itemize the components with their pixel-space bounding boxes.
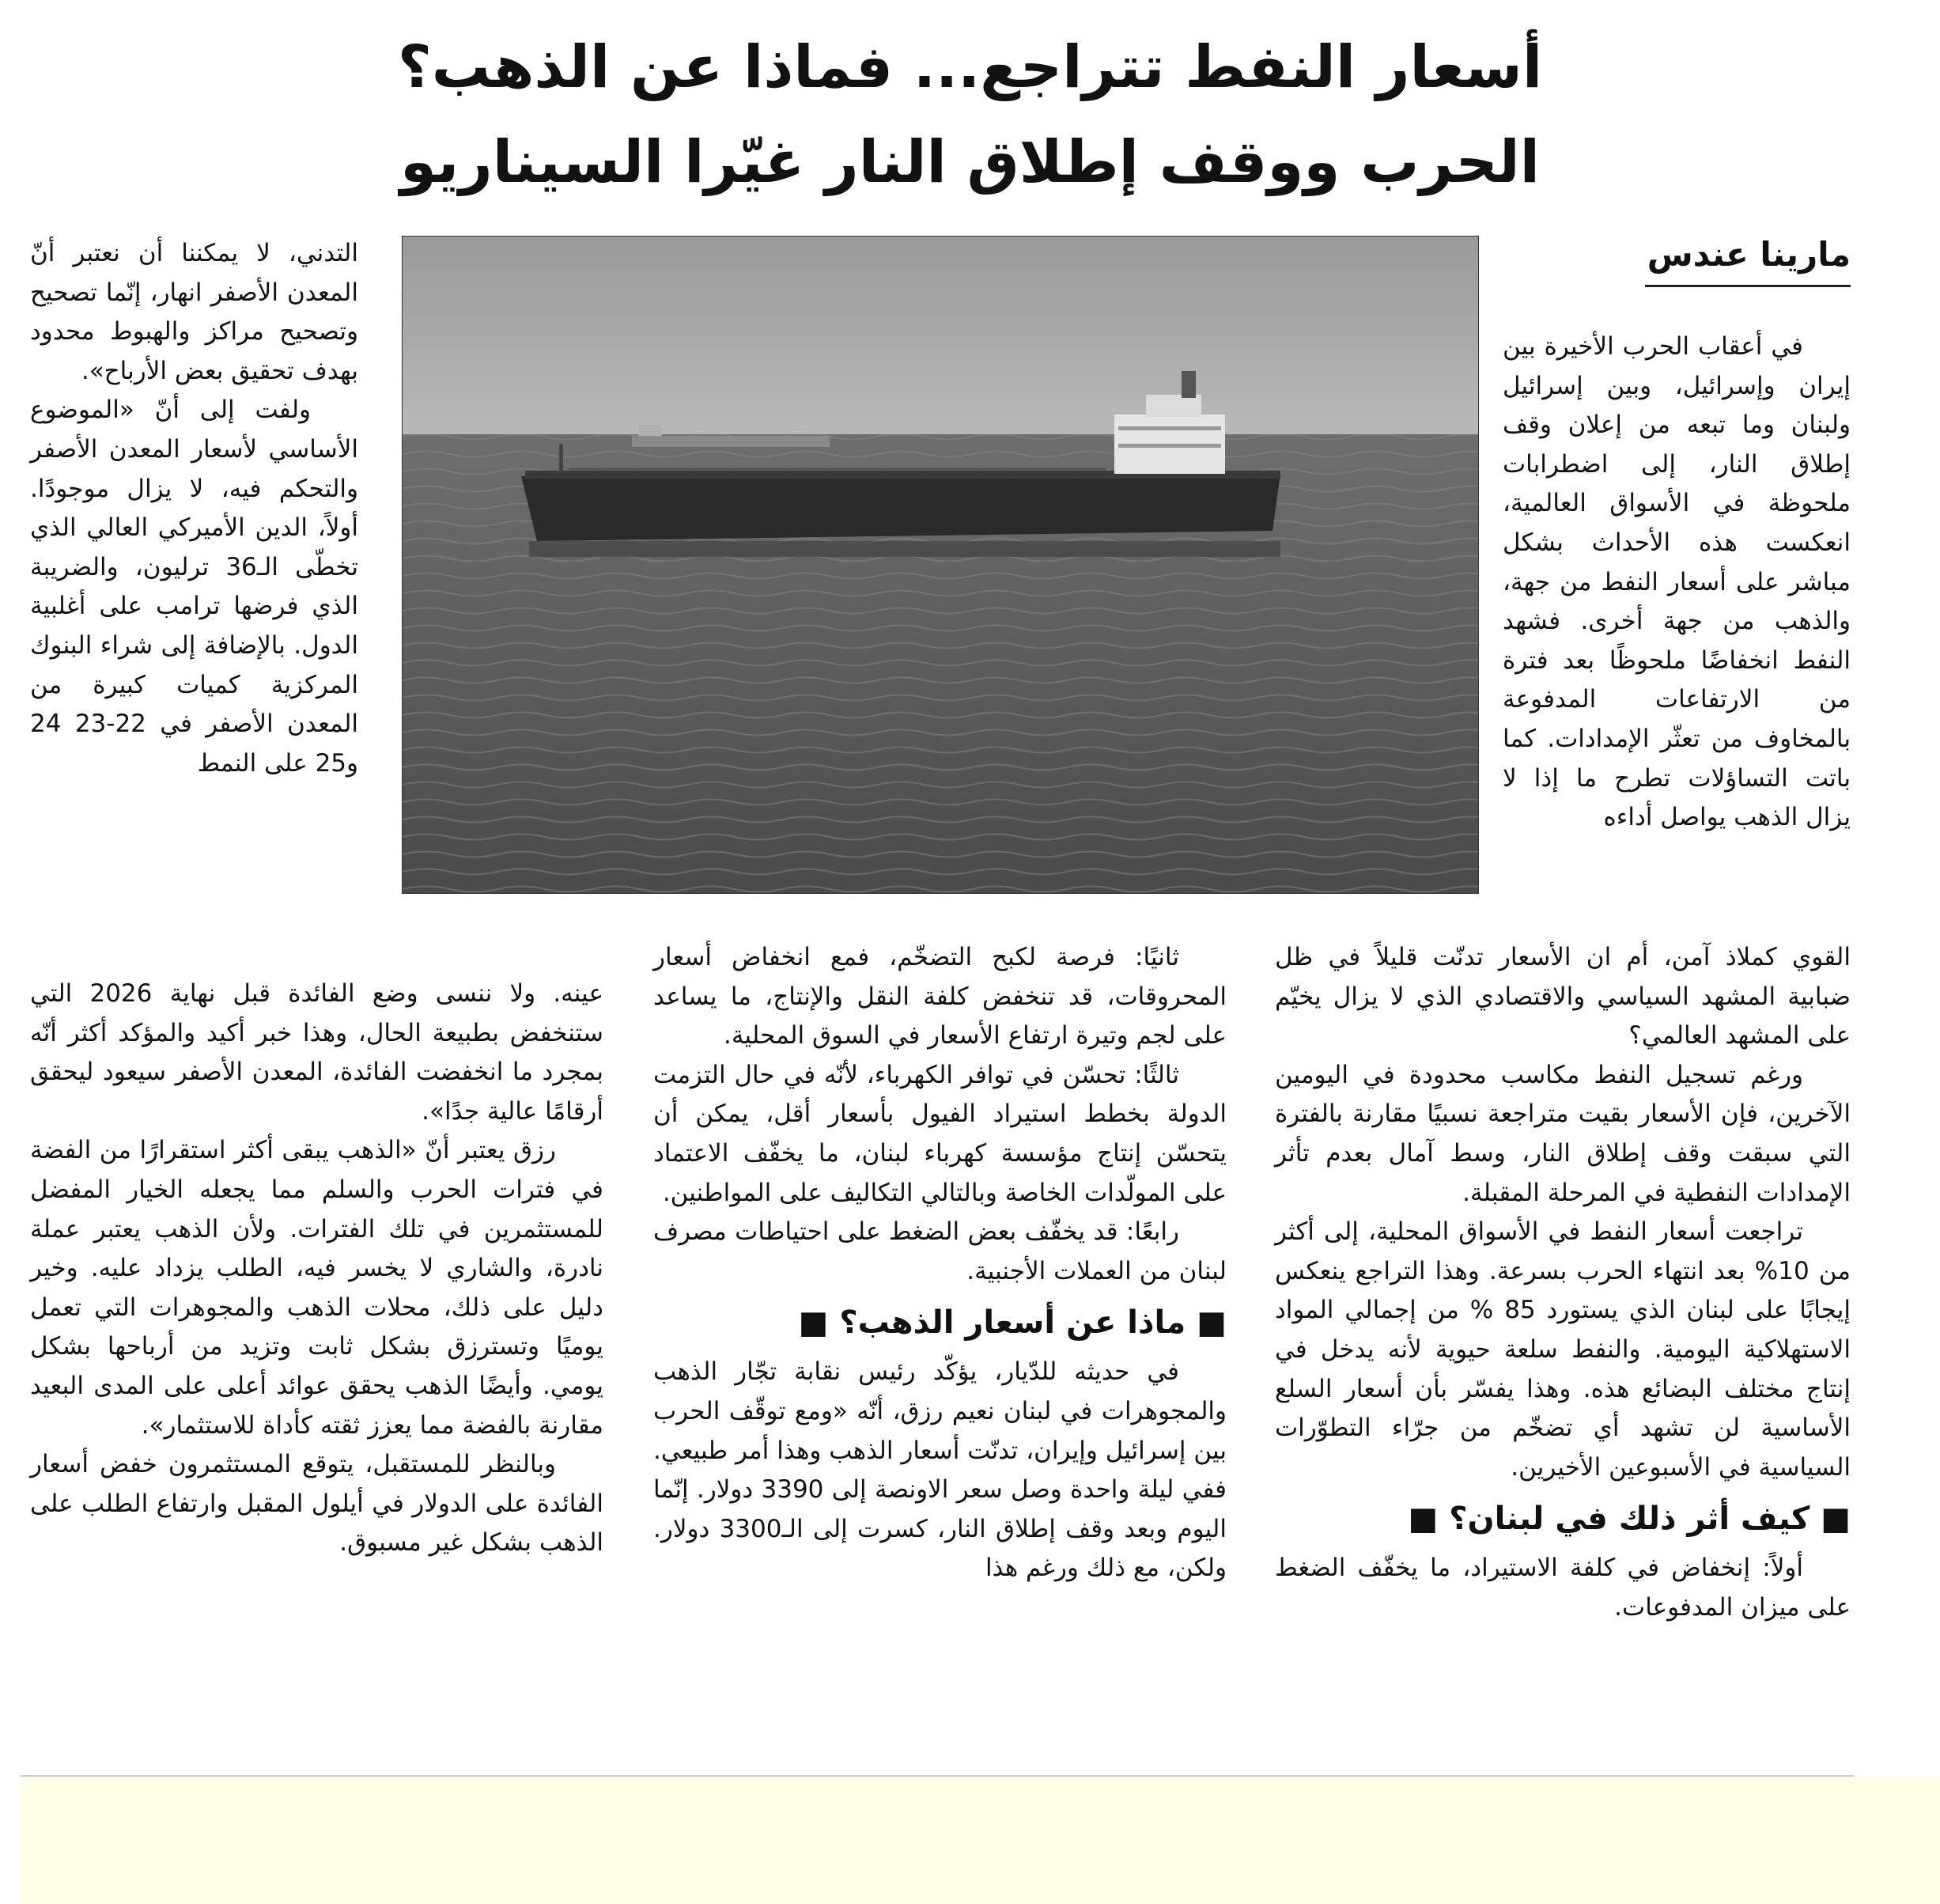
paragraph: تراجعت أسعار النفط في الأسواق المحلية، إلى أكثر من 10% بعد انتهاء الحرب بسرعة. وهذا التراجع ينعكس إيجابًا على لبنان الذي يستورد 85 % من إجمالي المواد الاستهلاكية اليومية. والنفط سلعة حيوية لأنه يدخل في إنتاج مختلف البضائع هذه. وهذا يفسّر بأن أسعار السلع الأساسية لن تشهد أي تضخّم من جرّاء التطوّرات السياسية في الأسبوعين الأخيرين. <box>1275 1217 1851 1482</box>
subheading <box>653 1299 1227 1346</box>
article-column-3-top <box>30 234 358 783</box>
paragraph: ثالثًا: تحسّن في توافر الكهرباء، لأنّه في حال التزمت الدولة بخطط استيراد الفيول بأسعار أقل، يمكن أن يتحسّن إنتاج مؤسسة كهرباء لبنان، ما يخفّف الاعتماد على المولّدات الخاصة وبالتالي التكاليف على المواطنين. <box>653 1060 1227 1207</box>
paragraph: رزق يعتبر أنّ «الذهب يبقى أكثر استقرارًا من الفضة في فترات الحرب والسلم مما يجعله الخيار المفضل للمستثمرين في تلك الفترات. ولأن الذهب يعتبر عملة نادرة، والشاري لا يخسر فيه، الطلب يزداد عليه. وخير دليل على ذلك، محلات الذهب والمجوهرات التي تعمل يوميًا وتسترزق بشكل ثابت وتزيد من أرباحها بشكل يومي. وأيضًا الذهب يحقق عوائد أعلى على المدى البعيد مقارنة بالفضة مما يعزز ثقته كأداة للاستثمار». <box>30 1136 603 1440</box>
article-column-1-bottom <box>1275 938 1851 1628</box>
subheading-text: كيف أثر ذلك في لبنان؟ <box>1449 1501 1810 1538</box>
paragraph: وبالنظر للمستقبل، يتوقع المستثمرون خفض أسعار الفائدة على الدولار في أيلول المقبل وارتفاع الطلب على الذهب بشكل غير مسبوق. <box>30 1450 603 1558</box>
paragraph: ثانيًا: فرصة لكبح التضخّم، فمع انخفاض أسعار المحروقات، قد تنخفض كلفة النقل والإنتاج، ما يساعد على لجم وتيرة ارتفاع الأسعار في السوق المحلية. <box>653 943 1227 1050</box>
author-byline: مارينا عندس <box>1645 231 1851 287</box>
square-bullet-icon: ■ <box>1810 1501 1851 1538</box>
paragraph: عينه. ولا ننسى وضع الفائدة قبل نهاية 2026 التي ستنخفض بطبيعة الحال، وهذا خبر أكيد والمؤكد أكثر أنّه بمجرد ما انخفضت الفائدة، المعدن الأصفر سيعود ليحقق أرقامًا عالية جدًا». <box>30 979 603 1126</box>
headline-line-2: الحرب ووقف إطلاق النار غيّرا السيناريو <box>399 128 1540 196</box>
paragraph: ولفت إلى أنّ «الموضوع الأساسي لأسعار المعدن الأصفر والتحكم فيه، لا يزال موجودًا. أولاً، الدين الأميركي العالي الذي تخطّى الـ36 ترليون، والضريبة الذي فرضها ترامب على أغلبية الدول. بالإضافة إلى شراء البنوك المركزية كميات كبيرة من المعدن الأصفر في 22-23 24 و25 على النمط <box>30 396 358 778</box>
subheading-text: ماذا عن أسعار الذهب؟ <box>839 1304 1186 1342</box>
paragraph: ورغم تسجيل النفط مكاسب محدودة في اليومين الآخرين، فإن الأسعار بقيت متراجعة نسبيًا مقارنة بالفترة التي سبقت وقف إطلاق النار، وسط آمال بعدم تأثر الإمدادات النفطية في المرحلة المقبلة. <box>1275 1060 1851 1207</box>
paragraph: أولاً: إنخفاض في كلفة الاستيراد، ما يخفّف الضغط على ميزان المدفوعات. <box>1275 1554 1851 1622</box>
subheading <box>1275 1495 1851 1543</box>
square-bullet-icon: ■ <box>1408 1501 1450 1538</box>
headline-line-1: أسعار النفط تتراجع... فماذا عن الذهب؟ <box>397 33 1543 101</box>
oil-tanker-ship-photo <box>402 236 1479 894</box>
square-bullet-icon: ■ <box>798 1304 840 1342</box>
paragraph: القوي كملاذ آمن، أم ان الأسعار تدنّت قليلاً في ظل ضبابية المشهد السياسي والاقتصادي الذي لا يزال يخيّم على المشهد العالمي؟ <box>1275 943 1851 1050</box>
paragraph: رابعًا: قد يخفّف بعض الضغط على احتياطات مصرف لبنان من العملات الأجنبية. <box>653 1217 1227 1285</box>
paragraph: التدني، لا يمكننا أن نعتبر أنّ المعدن الأصفر انهار، إنّما تصحيح وتصحيح مراكز والهبوط محدود بهدف تحقيق بعض الأرباح». <box>30 239 358 385</box>
photo-illustration <box>403 237 1478 893</box>
article-column-2 <box>653 938 1227 1588</box>
article-column-3-bottom <box>30 975 603 1563</box>
footer-band <box>20 1777 1940 1904</box>
square-bullet-icon: ■ <box>1186 1304 1227 1342</box>
article-column-1-top <box>1503 327 1851 838</box>
paragraph: في حديثه للدّيار، يؤكّد رئيس نقابة تجّار الذهب والمجوهرات في لبنان نعيم رزق، أنّه «ومع توقّف الحرب بين إسرائيل وإيران، تدنّت أسعار الذهب وهذا أمر طبيعي. ففي ليلة واحدة وصل سعر الاونصة إلى 3390 دولار. إنّما اليوم وبعد وقف إطلاق النار، كسرت إلى الـ3300 دولار. ولكن، مع ذلك ورغم هذا <box>653 1357 1227 1583</box>
paragraph: في أعقاب الحرب الأخيرة بين إيران وإسرائيل، وبين إسرائيل ولبنان وما تبعه من إعلان وقف إطلاق النار، إلى اضطرابات ملحوظة في الأسواق العالمية، انعكست هذه الأحداث بشكل مباشر على أسعار النفط من جهة، والذهب من جهة أخرى. فشهد النفط انخفاضًا ملحوظًا بعد فترة من الارتفاعات المدفوعة بالمخاوف من تعثّر الإمدادات. كما باتت التساؤلات تطرح ما إذا لا يزال الذهب يواصل أداءه <box>1503 332 1851 832</box>
